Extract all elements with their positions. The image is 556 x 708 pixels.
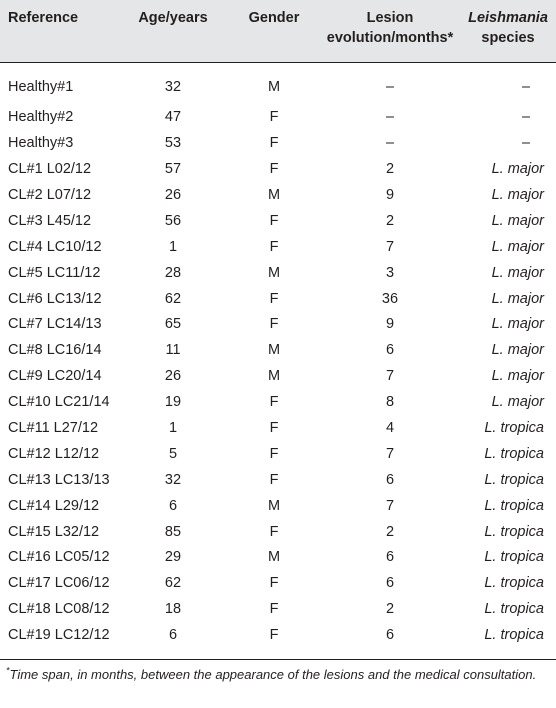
cell-gender: F — [269, 316, 279, 333]
cell-gender: F — [269, 601, 279, 618]
cell-species: L. major — [491, 368, 544, 385]
cell-age: 85 — [164, 523, 182, 540]
cell-lesion: 2 — [385, 523, 395, 540]
table-row — [0, 234, 556, 260]
cell-age: 47 — [164, 109, 182, 126]
table-row — [0, 130, 556, 156]
cell-gender: F — [269, 161, 279, 178]
cell-lesion: 36 — [381, 290, 399, 307]
table-row — [0, 519, 556, 545]
cell-reference: CL#13 LC13/13 — [8, 471, 110, 488]
cell-reference: CL#17 LC06/12 — [8, 575, 110, 592]
cell-age: 28 — [164, 264, 182, 281]
cell-reference: Healthy#3 — [8, 135, 74, 152]
cell-species: L. tropica — [484, 627, 544, 644]
cell-lesion: 6 — [385, 627, 395, 644]
cell-age: 32 — [164, 79, 182, 96]
cell-gender: M — [267, 264, 281, 281]
cell-species: L. tropica — [484, 549, 544, 566]
cell-age: 11 — [165, 342, 181, 359]
cell-gender: F — [269, 523, 279, 540]
cell-age: 6 — [168, 497, 178, 514]
cell-age: 5 — [168, 445, 178, 462]
cell-species: L. tropica — [484, 523, 544, 540]
cell-reference: CL#3 L45/12 — [8, 212, 92, 229]
cell-reference: CL#18 LC08/12 — [8, 601, 110, 618]
header-lesion-evolution: Lesion evolution/months* — [326, 10, 454, 46]
cell-species: L. major — [491, 161, 544, 178]
header-reference: Reference — [8, 10, 79, 26]
table-row — [0, 415, 556, 441]
cell-lesion: – — [385, 135, 395, 152]
cell-reference: CL#9 LC20/14 — [8, 368, 102, 385]
cell-species: L. major — [491, 342, 544, 359]
table-row — [0, 596, 556, 622]
cell-reference: CL#6 LC13/12 — [8, 290, 102, 307]
cell-reference: CL#11 L27/12 — [8, 420, 99, 437]
cell-reference: CL#1 L02/12 — [8, 161, 92, 178]
table-row — [0, 260, 556, 286]
table-row — [0, 493, 556, 519]
cell-species: L. major — [491, 238, 544, 255]
cell-gender: F — [269, 212, 279, 229]
cell-age: 53 — [164, 135, 182, 152]
cell-lesion: 8 — [385, 394, 395, 411]
cell-species: L. tropica — [484, 445, 544, 462]
cell-age: 29 — [164, 549, 182, 566]
cell-reference: Healthy#1 — [8, 79, 74, 96]
cell-lesion: – — [385, 109, 395, 126]
table-row — [0, 182, 556, 208]
cell-age: 1 — [168, 238, 178, 255]
cell-species: – — [521, 135, 531, 152]
cell-species: – — [521, 109, 531, 126]
cell-species: – — [521, 79, 531, 96]
cell-species: L. major — [491, 264, 544, 281]
table-row — [0, 156, 556, 182]
footnote-text: Time span, in months, between the appearance of the lesions and the medical consultation. — [9, 667, 537, 682]
table-row — [0, 337, 556, 363]
cell-gender: F — [269, 627, 279, 644]
cell-species: L. tropica — [484, 575, 544, 592]
cell-gender: F — [269, 290, 279, 307]
table-footnote — [6, 665, 552, 685]
table-row — [0, 104, 556, 130]
table-row — [0, 389, 556, 415]
cell-species: L. major — [491, 187, 544, 203]
cell-gender: M — [267, 549, 281, 566]
cell-reference: CL#15 L32/12 — [8, 523, 100, 540]
cell-gender: F — [269, 135, 279, 152]
cell-reference: CL#14 L29/12 — [8, 497, 100, 514]
cell-lesion: 4 — [385, 420, 395, 437]
table-row — [0, 570, 556, 596]
cell-lesion: 9 — [385, 316, 395, 333]
cell-gender: F — [269, 109, 279, 126]
header-row — [0, 0, 556, 62]
cell-lesion: 7 — [385, 445, 395, 462]
cell-reference: Healthy#2 — [8, 109, 74, 126]
cell-gender: F — [269, 471, 279, 488]
cell-age: 57 — [164, 161, 182, 178]
header-species — [460, 0, 556, 62]
cell-age: 56 — [164, 212, 182, 229]
cell-lesion: 2 — [385, 601, 395, 618]
cell-gender: M — [267, 79, 281, 96]
cell-species: L. major — [491, 290, 544, 307]
cell-species: L. major — [491, 212, 544, 229]
table-body — [0, 62, 556, 648]
cell-lesion: 7 — [385, 238, 395, 255]
cell-lesion: 6 — [385, 575, 395, 592]
cell-reference: CL#7 LC14/13 — [8, 316, 102, 333]
cell-lesion: 2 — [385, 161, 395, 178]
header-gender: Gender — [248, 10, 300, 26]
cell-age: 32 — [164, 471, 182, 488]
table-row — [0, 363, 556, 389]
table-bottom-rule — [0, 659, 556, 660]
cell-age: 62 — [164, 575, 182, 592]
table-row — [0, 312, 556, 338]
cell-gender: F — [269, 575, 279, 592]
header-age: Age/years — [138, 10, 208, 26]
cell-gender: M — [267, 187, 281, 203]
cell-reference: CL#19 LC12/12 — [8, 627, 110, 644]
cell-reference: CL#12 L12/12 — [8, 445, 100, 462]
cell-age: 18 — [164, 601, 182, 618]
cell-age: 26 — [164, 187, 182, 203]
cell-lesion: – — [385, 79, 395, 96]
cell-reference: CL#16 LC05/12 — [8, 549, 110, 566]
cell-lesion: 7 — [385, 368, 395, 385]
cell-gender: F — [269, 238, 279, 255]
footnote-marker: * — [6, 665, 10, 676]
header-species-word: species — [481, 30, 535, 46]
cell-reference: CL#8 LC16/14 — [8, 342, 102, 359]
cell-lesion: 3 — [385, 264, 395, 281]
cell-reference: CL#10 LC21/14 — [8, 394, 110, 411]
cell-gender: F — [269, 445, 279, 462]
cell-reference: CL#5 LC11/12 — [8, 264, 101, 281]
header-species-genus: Leishmania — [468, 10, 548, 26]
cell-gender: M — [267, 342, 281, 359]
table-row — [0, 622, 556, 648]
table-header — [0, 0, 556, 62]
cell-gender: F — [269, 420, 279, 437]
cell-lesion: 6 — [385, 342, 395, 359]
cell-lesion: 7 — [385, 497, 395, 514]
table-row — [0, 286, 556, 312]
cell-age: 26 — [164, 368, 182, 385]
table-row — [0, 62, 556, 104]
cell-gender: F — [269, 394, 279, 411]
cell-species: L. major — [491, 316, 544, 333]
cell-species: L. major — [491, 394, 544, 411]
cell-age: 62 — [164, 290, 182, 307]
cell-gender: M — [267, 368, 281, 385]
table-row — [0, 208, 556, 234]
cell-lesion: 6 — [385, 471, 395, 488]
cell-gender: M — [267, 497, 281, 514]
cell-species: L. tropica — [484, 420, 544, 437]
table-row — [0, 441, 556, 467]
table-row — [0, 467, 556, 493]
cell-lesion: 2 — [385, 212, 395, 229]
cell-age: 65 — [164, 316, 182, 333]
cell-species: L. tropica — [484, 497, 544, 514]
cell-species: L. tropica — [484, 471, 544, 488]
cell-age: 1 — [168, 420, 178, 437]
cell-species: L. tropica — [484, 601, 544, 618]
cell-age: 6 — [168, 627, 178, 644]
table-row — [0, 545, 556, 571]
cell-lesion: 6 — [385, 549, 395, 566]
cell-age: 19 — [164, 394, 182, 411]
cell-reference: CL#4 LC10/12 — [8, 238, 102, 255]
cell-reference: CL#2 L07/12 — [8, 187, 92, 203]
cell-lesion: 9 — [385, 187, 395, 203]
